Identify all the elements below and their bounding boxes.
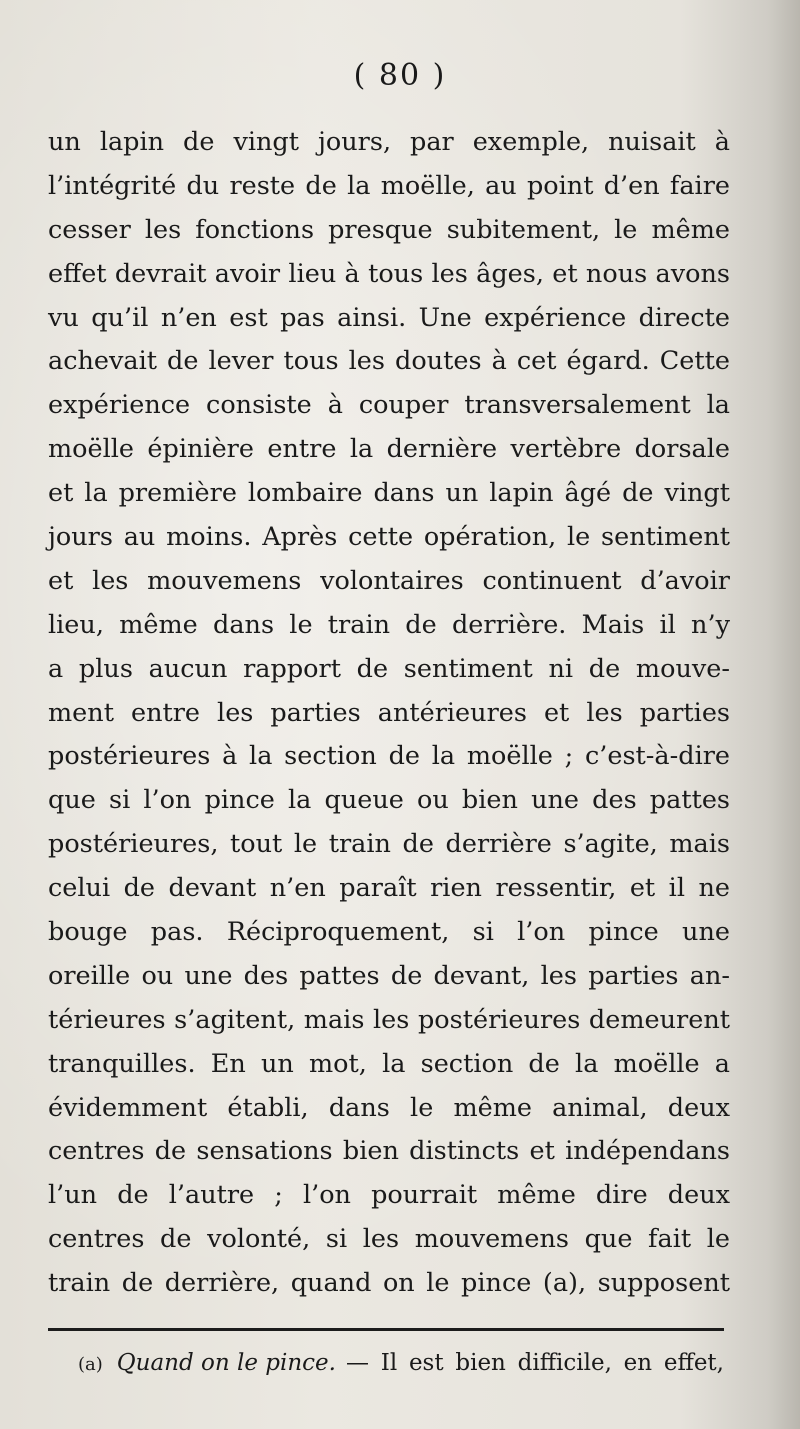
footnote-text: — Il est bien difficile, en effet,: [345, 1350, 724, 1376]
text-line: tranquilles. En un mot, la section de la moëlle a: [48, 1048, 730, 1079]
text-line: que si l’on pince la queue ou bien une des pattes: [48, 785, 730, 816]
text-line: vu qu’il n’en est pas ainsi. Une expérience directe: [48, 302, 730, 333]
text-line: expérience consiste à couper transversalement la: [48, 390, 730, 421]
text-line: bouge pas. Réciproquement, si l’on pince une: [48, 917, 730, 948]
text-line: térieures s’agitent, mais les postérieures demeurent: [48, 1004, 730, 1035]
text-line: évidemment établi, dans le même animal, deux: [48, 1092, 730, 1123]
footnote: [78, 1343, 724, 1385]
text-line: a plus aucun rapport de sentiment ni de mouve-: [48, 653, 730, 684]
footnote-mark: (a): [78, 1354, 103, 1375]
text-line: cesser les fonctions presque subitement, le même: [48, 214, 730, 245]
footnote-lemma: Quand on le pince.: [116, 1350, 336, 1376]
text-line: postérieures, tout le train de derrière s’agite, mais: [48, 829, 730, 860]
body-text: [48, 121, 730, 1306]
text-line: centres de sensations bien distincts et indépendans: [48, 1136, 730, 1167]
text-line: postérieures à la section de la moëlle ; c’est-à-dire: [48, 741, 730, 772]
text-line: ment entre les parties antérieures et les parties: [48, 697, 730, 728]
text-line: effet devrait avoir lieu à tous les âges, et nous avons: [48, 258, 730, 289]
text-line: et la première lombaire dans un lapin âgé de vingt: [48, 478, 730, 509]
footnote-rule: [48, 1328, 724, 1331]
text-line: jours au moins. Après cette opération, le sentiment: [48, 522, 730, 553]
text-line: centres de volonté, si les mouvemens que fait le: [48, 1224, 730, 1255]
text-line: celui de devant n’en paraît rien ressentir, et il ne: [48, 873, 730, 904]
text-line: train de derrière, quand on le pince (a), supposent: [48, 1268, 730, 1299]
text-line: l’intégrité du reste de la moëlle, au point d’en faire: [48, 170, 730, 201]
text-line: lieu, même dans le train de derrière. Mais il n’y: [48, 609, 730, 640]
text-line: l’un de l’autre ; l’on pourrait même dire deux: [48, 1180, 730, 1211]
text-line: et les mouvemens volontaires continuent d’avoir: [48, 565, 730, 596]
text-line: achevait de lever tous les doutes à cet égard. Cette: [48, 346, 730, 377]
text-line: oreille ou une des pattes de devant, les parties an-: [48, 960, 730, 991]
text-line: moëlle épinière entre la dernière vertèbre dorsale: [48, 434, 730, 465]
page-number: ( 80 ): [353, 58, 447, 93]
text-line: un lapin de vingt jours, par exemple, nuisait à: [48, 127, 730, 157]
